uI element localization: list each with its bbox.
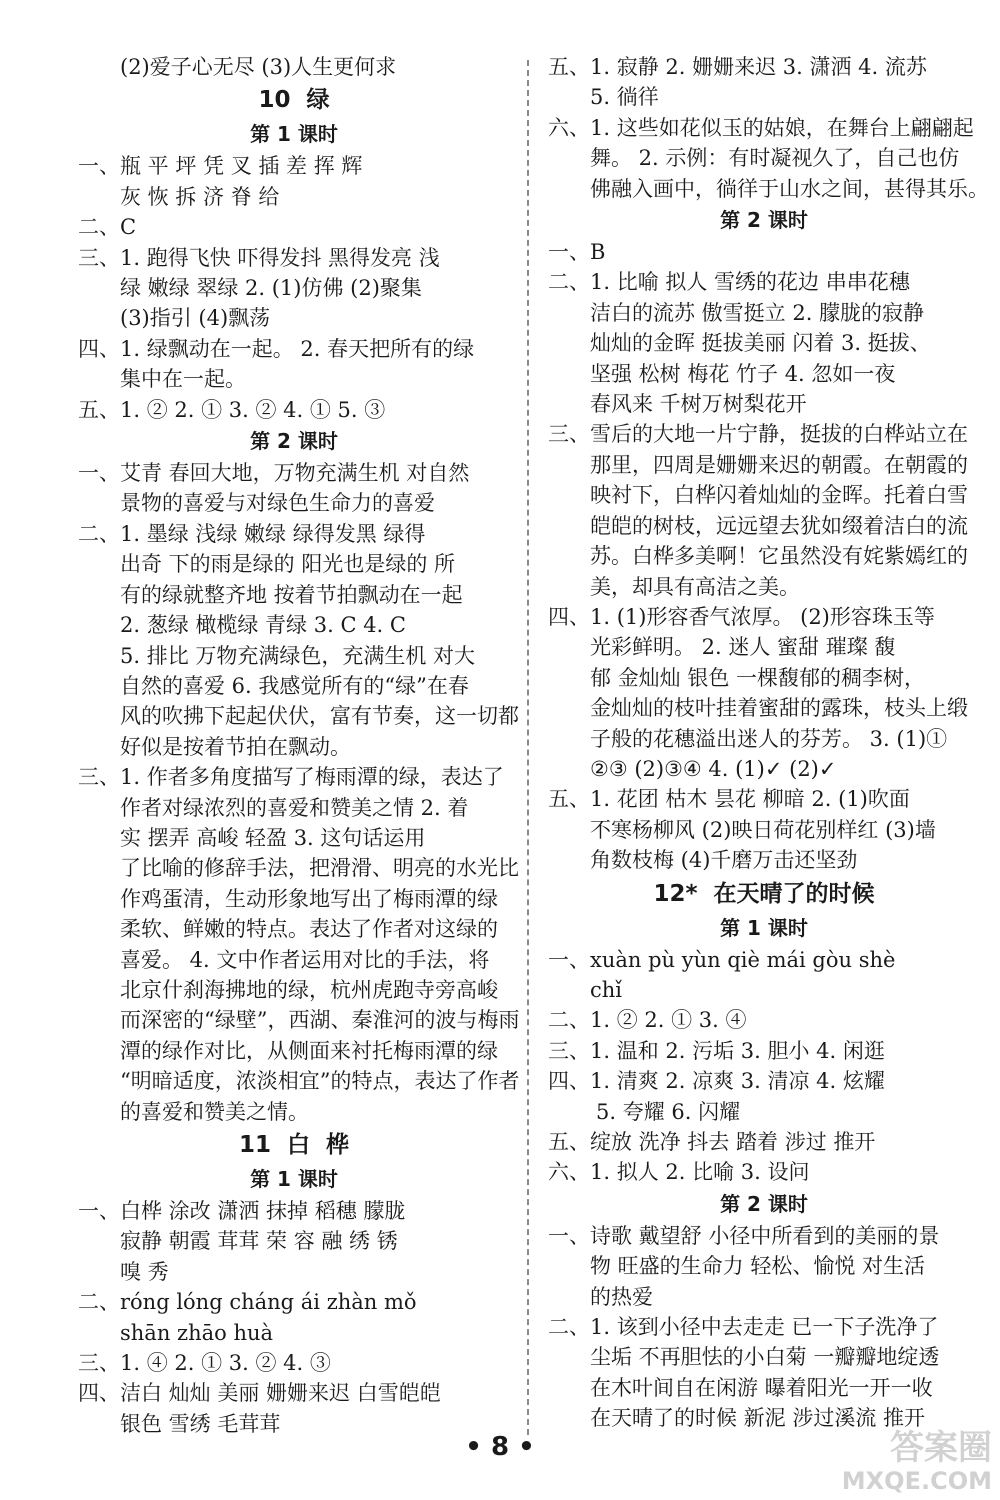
answer-line: 柔软、鲜嫩的特点。表达了作者对这绿的 [120, 917, 498, 942]
answer-line: 六、1. 这些如花似玉的姑娘，在舞台上翩翩起 [548, 115, 974, 140]
answer-line: 潭的绿作对比，从侧面来衬托梅雨潭的绿 [120, 1038, 498, 1063]
answer-line: 的喜爱和赞美之情。 [120, 1099, 309, 1124]
answer-line: 一、艾青 春回大地，万物充满生机 对自然 [78, 461, 470, 486]
lesson-title: 11 白 桦 [238, 1132, 350, 1158]
answer-line: 一、xuàn pù yùn qiè mái gòu shè [548, 947, 896, 972]
answer-line: 光彩鲜明。 2. 迷人 蜜甜 璀璨 馥 [590, 635, 896, 660]
answer-line: 在木叶间自在闲游 曝着阳光一开一收 [590, 1375, 933, 1400]
session-heading: 第 2 课时 [720, 1191, 808, 1216]
answer-line: 二、C [78, 215, 137, 240]
answer-line: 的热爱 [590, 1284, 653, 1309]
answer-line: 三、雪后的大地一片宁静，挺拔的白桦站立在 [548, 422, 968, 447]
session-heading: 第 1 课时 [250, 1167, 338, 1191]
answer-line: 二、róng lóng cháng ái zhàn mǒ [78, 1290, 417, 1315]
answer-line: 四、1. 绿飘动在一起。 2. 春天把所有的绿 [78, 336, 475, 361]
answer-line: 物 旺盛的生命力 轻松、愉悦 对生活 [590, 1254, 926, 1279]
answer-line: 四、洁白 灿灿 美丽 姗姗来迟 白雪皑皑 [78, 1381, 441, 1406]
answer-line: 银色 雪绣 毛茸茸 [120, 1411, 281, 1436]
answer-line: 一、瓶 平 坪 凭 叉 插 差 挥 辉 [78, 154, 363, 179]
session-heading: 第 1 课时 [720, 915, 808, 940]
lesson-title: 12* 在天晴了的时候 [653, 880, 875, 907]
answer-line: 2. 葱绿 橄榄绿 青绿 3. C 4. C [120, 613, 406, 638]
answer-line: 有的绿就整齐地 按着节拍飘动在一起 [120, 582, 463, 607]
answer-line: 舞。 2. 示例：有时凝视久了，自己也仿 [590, 146, 960, 171]
lesson-title: 10 绿 [258, 87, 330, 114]
answer-line: 而深密的“绿壁”，西湖、秦淮河的波与梅雨 [120, 1008, 520, 1033]
answer-line: 坚强 松树 梅花 竹子 4. 忽如一夜 [590, 361, 896, 386]
answer-line: 四、1. 清爽 2. 凉爽 3. 清凉 4. 炫耀 [548, 1069, 885, 1094]
answer-line: 5. 排比 万物充满绿色，充满生机 对大 [120, 643, 476, 668]
watermark-url: MXQE.COM [841, 1467, 992, 1495]
answer-line: 六、1. 拟人 2. 比喻 3. 设问 [548, 1160, 810, 1185]
answer-line: 春风来 千树万树梨花开 [590, 392, 807, 417]
answer-line: 二、1. 墨绿 浅绿 嫩绿 绿得发黑 绿得 [78, 521, 426, 546]
session-heading: 第 2 课时 [250, 429, 338, 454]
answer-line: 美，却具有高洁之美。 [590, 574, 800, 599]
answer-line: 洁白的流苏 傲雪挺立 2. 朦胧的寂静 [590, 300, 925, 325]
answer-line: 映衬下，白桦闪着灿灿的金晖。托着白雪 [590, 483, 968, 508]
right-column [548, 52, 989, 1434]
answer-line: 绿 嫩绿 翠绿 2. (1)仿佛 (2)聚集 [120, 276, 422, 301]
answer-line: 四、1. (1)形容香气浓厚。 (2)形容珠玉等 [548, 604, 935, 629]
answer-line: 二、1. 该到小径中去走走 已一下子洗净了 [548, 1315, 939, 1340]
answer-line: 在天晴了的时候 新泥 涉过溪流 推开 [590, 1406, 926, 1431]
answer-line: ②③ (2)③④ 4. (1)✓ (2)✓ [590, 756, 837, 781]
column-divider [527, 60, 529, 1435]
answer-line: 三、1. 跑得飞快 吓得发抖 黑得发亮 浅 [78, 245, 440, 270]
answer-line: 五、1. ② 2. ① 3. ② 4. ① 5. ③ [78, 397, 386, 422]
answer-line: (3)指引 (4)飘荡 [120, 306, 271, 331]
answer-line: 二、1. 比喻 拟人 雪绣的花边 串串花穗 [548, 270, 910, 295]
answer-line: 子般的花穗溢出迷人的芬芳。 3. (1)① [590, 726, 948, 751]
answer-line: 寂静 朝霞 茸茸 荣 容 融 绣 锈 [120, 1229, 398, 1254]
answer-line: 一、诗歌 戴望舒 小径中所看到的美丽的景 [548, 1223, 940, 1248]
watermark [822, 1428, 992, 1494]
answer-line: chǐ [590, 977, 623, 1002]
answer-line: 三、1. ④ 2. ① 3. ② 4. ③ [78, 1351, 331, 1376]
answer-line: 角数枝梅 (4)千磨万击还坚劲 [590, 848, 858, 873]
answer-line: 灿灿的金晖 挺拔美丽 闪着 3. 挺拔、 [590, 331, 931, 356]
answer-line: 三、1. 温和 2. 污垢 3. 胆小 4. 闲逛 [548, 1038, 885, 1063]
answer-line: “明暗适度，浓淡相宜”的特点，表达了作者 [120, 1069, 520, 1094]
answer-line: 风的吹拂下起起伏伏，富有节奏，这一切都 [120, 704, 519, 729]
answer-line: 好似是按着节拍在飘动。 [120, 734, 351, 759]
answer-line: 出奇 下的雨是绿的 阳光也是绿的 所 [120, 552, 456, 577]
answer-line: 五、1. 寂静 2. 姗姗来迟 3. 潇洒 4. 流苏 [548, 55, 927, 79]
answer-line: 一、白桦 涂改 潇洒 抹掉 稻穗 朦胧 [78, 1199, 406, 1223]
answer-line: 皑皑的树枝，远远望去犹如缀着洁白的流 [590, 513, 968, 538]
answer-line: 三、1. 作者多角度描写了梅雨潭的绿，表达了 [78, 765, 504, 790]
answer-line: 尘垢 不再胆怯的小白菊 一瓣瓣地绽透 [590, 1345, 940, 1370]
page-number: • 8 • [465, 1432, 535, 1462]
answer-line: 5. 夸耀 6. 闪耀 [596, 1099, 741, 1124]
answer-line: 自然的喜爱 6. 我感觉所有的“绿”在春 [120, 673, 469, 698]
answer-line: 作者对绿浓烈的喜爱和赞美之情 2. 着 [120, 795, 469, 820]
answer-line: 佛融入画中，徜徉于山水之间，甚得其乐。 [590, 176, 989, 201]
answer-line: 5. 徜徉 [590, 85, 659, 110]
answer-line: 一、B [548, 240, 606, 265]
answer-line: 景物的喜爱与对绿色生命力的喜爱 [120, 491, 435, 516]
answer-line: 嗅 秀 [120, 1259, 169, 1284]
answer-line: 苏。白桦多美啊！它虽然没有姹紫嫣红的 [590, 544, 968, 569]
answer-line: 了比喻的修辞手法，把滑滑、明亮的水光比 [120, 856, 519, 881]
answer-line: 五、绽放 洗净 抖去 踏着 涉过 推开 [548, 1130, 876, 1154]
session-heading: 第 2 课时 [720, 208, 808, 233]
answer-line: shān zhāo huà [120, 1320, 274, 1345]
answer-line: (2)爱子心无尽 (3)人生更何求 [120, 55, 397, 79]
answer-line: 金灿灿的枝叶挂着蜜甜的露珠，枝头上缎 [590, 696, 968, 721]
answer-line: 北京什刹海拂地的绿，杭州虎跑寺旁高峻 [120, 977, 498, 1002]
answer-line: 喜爱。 4. 文中作者运用对比的手法，将 [120, 947, 490, 972]
answer-line: 不寒杨柳风 (2)映日荷花别样红 (3)墙 [590, 817, 936, 842]
session-heading: 第 1 课时 [250, 122, 338, 147]
answer-line: 五、1. 花团 枯木 昙花 柳暗 2. (1)吹面 [548, 787, 910, 812]
left-column [78, 52, 520, 1439]
answer-line: 灰 恢 拆 济 脊 给 [120, 184, 280, 209]
answer-line: 郁 金灿灿 银色 一棵馥郁的稠李树， [590, 665, 926, 690]
answer-line: 作鸡蛋清，生动形象地写出了梅雨潭的绿 [120, 886, 498, 911]
answer-line: 二、1. ② 2. ① 3. ④ [548, 1008, 747, 1033]
watermark-logo: 答案圈 [890, 1428, 992, 1468]
answer-line: 实 摆弄 高峻 轻盈 3. 这句话运用 [120, 825, 426, 850]
answer-line: 那里，四周是姗姗来迟的朝霞。在朝霞的 [590, 452, 968, 477]
answer-line: 集中在一起。 [120, 367, 246, 392]
